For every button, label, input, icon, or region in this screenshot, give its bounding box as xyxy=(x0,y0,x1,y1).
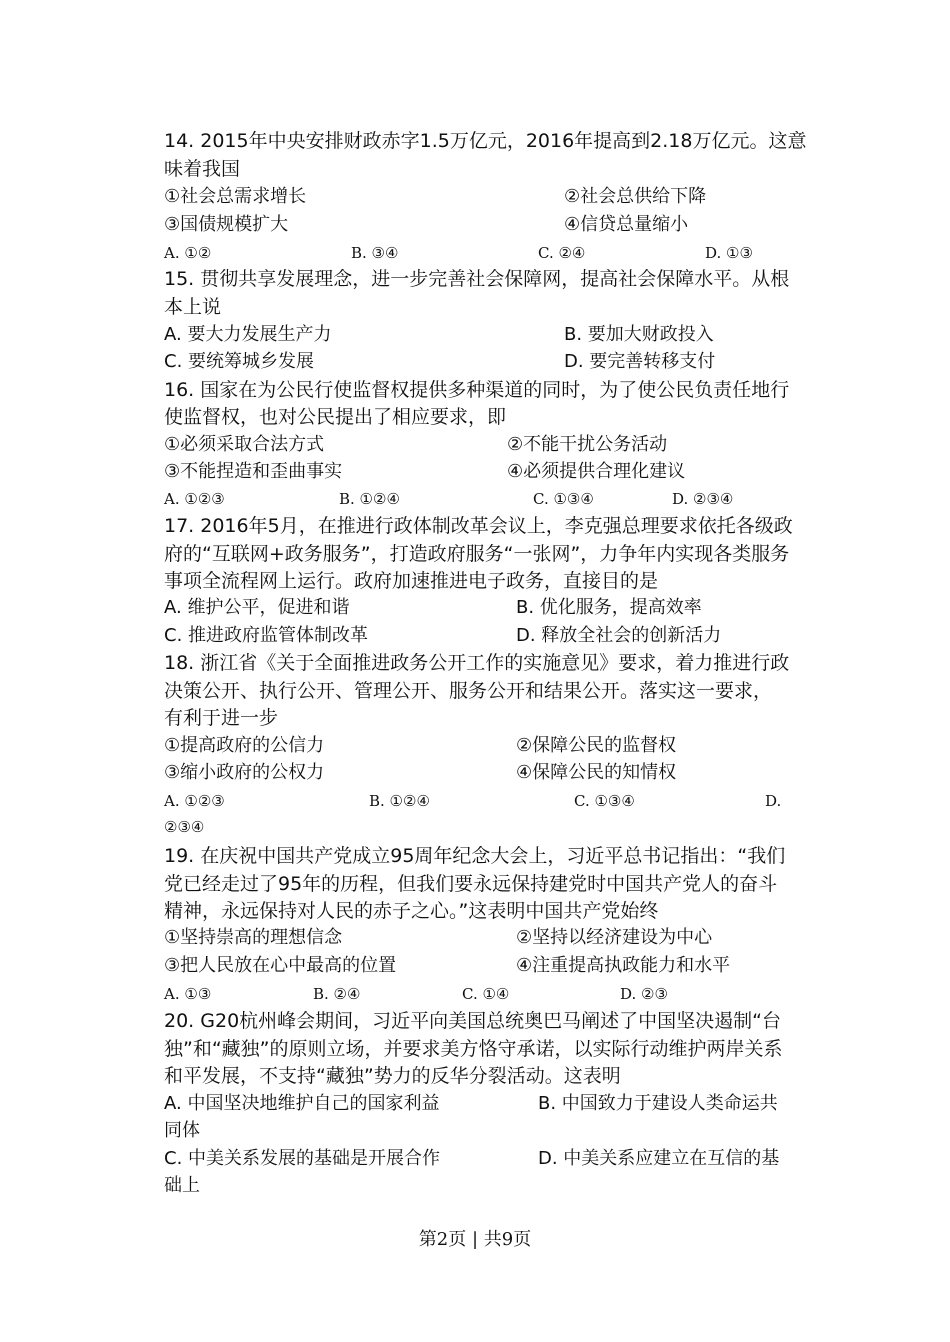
q19-option-4: ④注重提高执政能力和水平 xyxy=(516,955,731,976)
q18-stem-line-2: 决策公开、执行公开、管理公开、服务公开和结果公开。落实这一要求， xyxy=(164,680,773,702)
q19-stem-line-1: 19. 在庆祝中国共产党成立95周年纪念大会上，习近平总书记指出：“我们 xyxy=(164,845,786,867)
q16-stem-line-2: 使监督权，也对公民提出了相应要求，即 xyxy=(164,406,507,428)
q19-choice-b: B. ②④ xyxy=(313,985,361,1003)
q20-option-b: B. 中国致力于建设人类命运共 xyxy=(538,1093,778,1114)
q17-stem-line-3: 事项全流程网上运行。政府加速推进电子政务，直接目的是 xyxy=(164,570,659,592)
q19-option-2: ②坚持以经济建设为中心 xyxy=(516,927,713,948)
q16-option-4: ④必须提供合理化建议 xyxy=(507,461,686,482)
q18-option-4: ④保障公民的知情权 xyxy=(516,762,677,783)
q16-option-2: ②不能干扰公务活动 xyxy=(507,434,668,455)
q15-option-a: A. 要大力发展生产力 xyxy=(164,324,332,345)
page-footer: 第2页 | 共9页 xyxy=(418,1229,532,1250)
q15-option-d: D. 要完善转移支付 xyxy=(564,351,716,372)
q19-stem-line-3: 精神，永远保持对人民的赤子之心。”这表明中国共产党始终 xyxy=(164,900,659,922)
q20-option-d: D. 中美关系应建立在互信的基 xyxy=(538,1148,780,1169)
q17-option-c: C. 推进政府监管体制改革 xyxy=(164,625,369,646)
q17-option-d: D. 释放全社会的创新活力 xyxy=(516,625,722,646)
q20-option-b-continued: 同体 xyxy=(164,1120,200,1141)
q19-option-1: ①坚持崇高的理想信念 xyxy=(164,927,343,948)
q18-choice-c: C. ①③④ xyxy=(574,792,635,810)
q15-option-c: C. 要统筹城乡发展 xyxy=(164,351,315,372)
q14-choice-d: D. ①③ xyxy=(705,244,753,262)
q18-option-1: ①提高政府的公信力 xyxy=(164,735,325,756)
q16-choice-d: D. ②③④ xyxy=(672,490,734,508)
q18-choice-d: D. xyxy=(765,792,782,810)
q18-option-3: ③缩小政府的公权力 xyxy=(164,762,325,783)
q18-choice-b: B. ①②④ xyxy=(369,792,430,810)
q14-stem-line-2: 味着我国 xyxy=(164,158,241,180)
q20-stem-line-2: 独”和“藏独”的原则立场，并要求美方恪守承诺，以实际行动维护两岸关系 xyxy=(164,1038,783,1060)
q16-choice-a: A. ①②③ xyxy=(164,490,225,508)
q14-option-1: ①社会总需求增长 xyxy=(164,186,307,207)
q16-stem-line-1: 16. 国家在为公民行使监督权提供多种渠道的同时，为了使公民负责任地行 xyxy=(164,379,790,401)
q14-option-2: ②社会总供给下降 xyxy=(564,186,707,207)
q16-option-3: ③不能捏造和歪曲事实 xyxy=(164,461,343,482)
q17-stem-line-2: 府的“互联网+政务服务”，打造政府服务“一张网”，力争年内实现各类服务 xyxy=(164,543,790,565)
q14-choice-a: A. ①② xyxy=(164,244,212,262)
q15-option-b: B. 要加大财政投入 xyxy=(564,324,714,345)
q18-choice-a: A. ①②③ xyxy=(164,792,225,810)
q14-stem-line-1: 14. 2015年中央安排财政赤字1.5万亿元，2016年提高到2.18万亿元。这意 xyxy=(164,130,807,152)
q17-option-a: A. 维护公平，促进和谐 xyxy=(164,597,350,618)
q20-stem-line-1: 20. G20杭州峰会期间，习近平向美国总统奥巴马阐述了中国坚决遏制“台 xyxy=(164,1010,782,1032)
q20-stem-line-3: 和平发展，不支持“藏独”势力的反华分裂活动。这表明 xyxy=(164,1065,621,1087)
q19-stem-line-2: 党已经走过了95年的历程，但我们要永远保持建党时中国共产党人的奋斗 xyxy=(164,873,778,895)
q17-stem-line-1: 17. 2016年5月，在推进行政体制改革会议上，李克强总理要求依托各级政 xyxy=(164,515,793,537)
q14-choice-c: C. ②④ xyxy=(538,244,586,262)
q17-option-b: B. 优化服务，提高效率 xyxy=(516,597,702,618)
q15-stem-line-2: 本上说 xyxy=(164,296,222,318)
q14-option-4: ④信贷总量缩小 xyxy=(564,214,689,235)
q14-option-3: ③国债规模扩大 xyxy=(164,214,289,235)
q19-choice-a: A. ①③ xyxy=(164,985,212,1003)
q16-choice-b: B. ①②④ xyxy=(339,490,400,508)
q18-stem-line-3: 有利于进一步 xyxy=(164,707,279,729)
q18-stem-line-1: 18. 浙江省《关于全面推进政务公开工作的实施意见》要求，着力推进行政 xyxy=(164,652,790,674)
q20-option-c: C. 中美关系发展的基础是开展合作 xyxy=(164,1148,441,1169)
q19-option-3: ③把人民放在心中最高的位置 xyxy=(164,955,397,976)
q16-choice-c: C. ①③④ xyxy=(533,490,594,508)
q19-choice-c: C. ①④ xyxy=(462,985,510,1003)
q15-stem-line-1: 15. 贯彻共享发展理念，进一步完善社会保障网，提高社会保障水平。从根 xyxy=(164,268,790,290)
q18-option-2: ②保障公民的监督权 xyxy=(516,735,677,756)
q20-option-d-continued: 础上 xyxy=(164,1175,200,1196)
q20-option-a: A. 中国坚决地维护自己的国家利益 xyxy=(164,1093,440,1114)
q14-choice-b: B. ③④ xyxy=(351,244,399,262)
q16-option-1: ①必须采取合法方式 xyxy=(164,434,325,455)
q19-choice-d: D. ②③ xyxy=(620,985,668,1003)
q18-choice-d-value: ②③④ xyxy=(164,818,205,836)
